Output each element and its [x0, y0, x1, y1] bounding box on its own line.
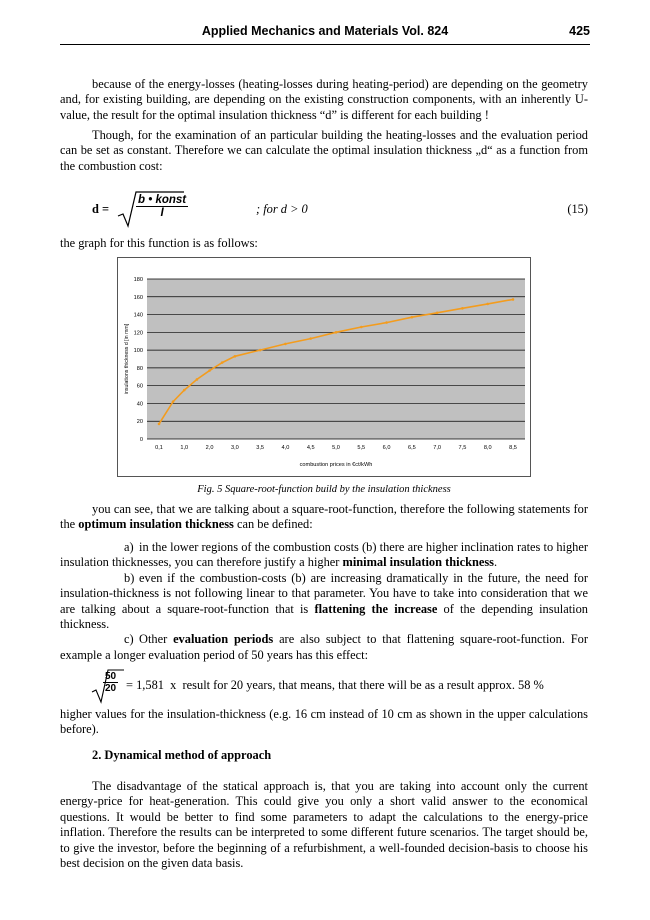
- paragraph-6-text: The disadvantage of the statical approach is, that you are taking into account only the current energy-price for heat-generation. This could give you only a short valid answer to the economical questions. It would be better to find some parameters to adapt the calculations to the energy-price inflation. Therefore the results can be interpreted to some different future scenarios. The target should be, to give the investor, before the beginning of a refurbishment, a well-founded decision-basis to choose his best decision on the given data basis.: [60, 779, 588, 871]
- equation-number: (15): [567, 202, 588, 216]
- x-tick-label: 8,0: [483, 445, 492, 451]
- data-point: [486, 303, 489, 306]
- y-tick-label: 40: [136, 401, 143, 408]
- data-point: [196, 378, 199, 381]
- item-c-label: c): [124, 632, 134, 647]
- paragraph-3: [60, 236, 588, 251]
- p4-text-1: you can see, that we are talking about a square-root-function, therefore the following statements for the: [60, 502, 588, 532]
- data-point: [436, 311, 439, 314]
- equation-15: [60, 190, 588, 230]
- p4-text-2: can be defined:: [236, 517, 313, 532]
- item-c-end: are also subject to that flattening square-root-function. For example a longer evaluation period of 50 years has this effect:: [60, 632, 588, 662]
- data-point: [461, 307, 464, 310]
- data-point: [208, 369, 211, 372]
- y-tick-label: 100: [133, 348, 143, 355]
- list-item-a: [60, 540, 588, 571]
- x-tick-label: 3,0: [230, 445, 239, 451]
- figure-caption: Fig. 5 Square-root-function build by the insulation thickness: [197, 484, 451, 495]
- y-tick-label: 0: [139, 437, 143, 443]
- x-axis-label: combustion prices in €ct/kWh: [299, 462, 373, 468]
- list-item-c: [60, 632, 588, 663]
- equation-numerator: b • konst: [138, 194, 187, 206]
- paragraph-2-text: Though, for the examination of an particular building the heating-losses and the evaluation period can be set as constant. Therefore we can calculate the optimal insulation thickness „d“ as a function from the combustion cost:: [60, 128, 588, 173]
- paragraph-2: [60, 128, 588, 174]
- data-point: [385, 321, 388, 324]
- plot-area: [147, 279, 525, 439]
- x-tick-label: 3,5: [256, 445, 265, 451]
- y-tick-label: 80: [136, 365, 143, 372]
- list-items: [60, 540, 588, 663]
- data-point: [259, 349, 262, 352]
- y-tick-label: 140: [133, 312, 143, 319]
- item-b-end: of the depending insulation thickness.: [60, 601, 588, 632]
- figure-5: [117, 257, 532, 477]
- y-tick-label: 60: [136, 383, 143, 390]
- data-point: [284, 343, 287, 346]
- item-b-bold: flattening the increase: [314, 601, 438, 616]
- data-point: [158, 423, 161, 426]
- y-tick-label: 160: [133, 294, 143, 301]
- item-a-text: in the lower regions of the combustion costs (b) there are higher inclination rates to higher insulation thicknesses, you can therefore justify a higher: [60, 540, 588, 570]
- data-point: [183, 389, 186, 392]
- x-tick-label: 7,5: [458, 445, 467, 451]
- data-point: [172, 400, 175, 403]
- y-tick-label: 120: [133, 330, 143, 337]
- paragraph-5: [60, 707, 588, 738]
- running-header: [60, 22, 590, 45]
- paragraph-1-text: because of the energy-losses (heating-losses during heating-period) are depending on the geometry and, for existing building, are depending on the existing construction components, with an inherently U-value, the result for the optimal insulation thickness “d” is different for each building !: [60, 77, 588, 122]
- y-tick-label: 20: [136, 419, 143, 426]
- x-tick-label: 4,0: [281, 445, 290, 451]
- x-tick-label: 2,0: [205, 445, 214, 451]
- data-point: [411, 316, 414, 319]
- item-a-bold: minimal insulation thickness: [342, 555, 494, 570]
- item-a-label: a): [124, 540, 134, 554]
- data-point: [335, 331, 338, 334]
- x-tick-label: 6,0: [382, 445, 391, 451]
- ratio-numerator: 50: [105, 671, 117, 682]
- journal-title: Applied Mechanics and Materials Vol. 824: [201, 24, 449, 38]
- section-heading: [60, 748, 588, 763]
- data-point: [309, 337, 312, 340]
- item-b-text: even if the combustion-costs (b) are increasing dramatically in the future, the need for insulation-thickness is not following linear to that parameter. You have to take into consideration that we are talking about a square-root-function that is: [60, 570, 588, 616]
- x-tick-label: 8,5: [509, 445, 517, 451]
- x-tick-label: 5,0: [332, 445, 340, 451]
- ratio-fraction: [103, 671, 118, 694]
- equation-lhs: d =: [92, 202, 110, 216]
- x-tick-label: 7,0: [433, 445, 442, 451]
- paragraph-1: [60, 77, 588, 123]
- x-tick-label: 5,5: [357, 445, 366, 451]
- section-title: 2. Dynamical method of approach: [92, 748, 272, 762]
- paragraph-5-text: higher values for the insulation-thickness (e.g. 16 cm instead of 10 cm as shown in the upper calculations before).: [60, 707, 588, 737]
- x-tick-label: 4,5: [306, 445, 315, 451]
- p4-bold: optimum insulation thickness: [78, 517, 234, 532]
- ratio-denominator: 20: [105, 683, 117, 694]
- item-c-text: Other: [139, 632, 168, 647]
- paragraph-6: [60, 779, 588, 871]
- data-point: [360, 326, 363, 329]
- y-axis-label: insulations thickness d [in mm]: [124, 323, 130, 395]
- data-point: [221, 361, 224, 364]
- equation-condition: ; for d > 0: [256, 202, 308, 216]
- line-chart: [117, 257, 532, 477]
- x-tick-label: 6,5: [407, 445, 416, 451]
- x-tick-label: 1,0: [180, 445, 189, 451]
- paragraph-4: [60, 502, 588, 533]
- item-a-end: .: [494, 555, 498, 570]
- ratio-result-text: = 1,581 x result for 20 years, that means, that there will be as a result approx. 58 %: [126, 678, 544, 692]
- equation-fraction: [136, 194, 188, 219]
- equation-denominator: I: [160, 207, 164, 219]
- sqrt-ratio-line: [60, 668, 588, 704]
- data-point: [512, 298, 515, 301]
- item-c-bold: evaluation periods: [173, 632, 274, 647]
- item-b-label: b): [124, 570, 135, 585]
- paragraph-3-text: the graph for this function is as follows:: [60, 236, 258, 250]
- x-tick-label: 0,1: [155, 445, 163, 451]
- list-item-b: [60, 571, 588, 633]
- data-point: [234, 355, 237, 358]
- y-tick-label: 180: [133, 277, 143, 283]
- page-number: 425: [569, 24, 590, 38]
